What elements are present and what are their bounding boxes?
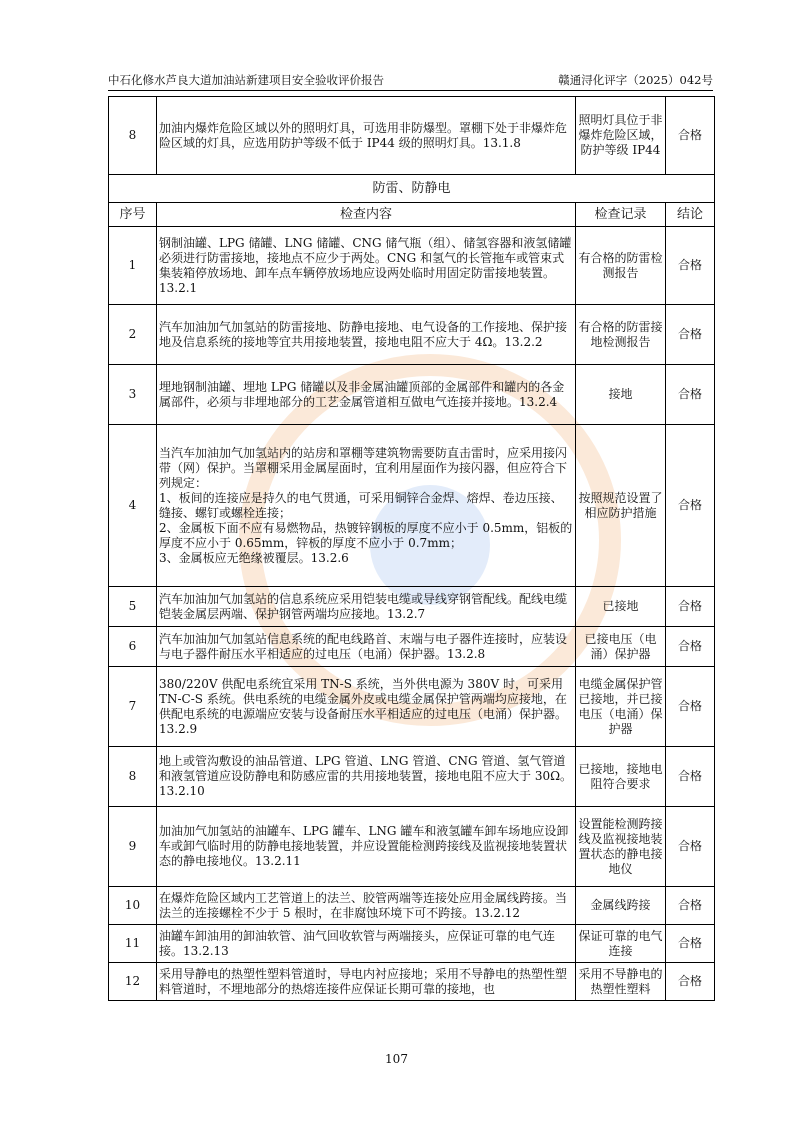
row-number: 5 [109,587,157,627]
row-result: 合格 [666,747,715,807]
row-record: 已接地，接地电阻符合要求 [576,747,666,807]
row-record: 金属线跨接 [576,887,666,925]
row-number: 4 [109,425,157,587]
row-content: 采用导静电的热塑性塑料管道时，导电内衬应接地；采用不导静电的热塑性塑料管道时，不埋地部分的热熔连接件应保证长期可靠的接地，也 [157,963,576,1001]
row-record: 有合格的防雷检测报告 [576,227,666,305]
column-header-content: 检查内容 [157,203,576,227]
row-record: 按照规范设置了相应防护措施 [576,425,666,587]
row-result: 合格 [666,425,715,587]
table-row [109,925,715,963]
row-number: 6 [109,627,157,667]
row-record: 设置能检测跨接线及监视接地装置状态的静电接地仪 [576,807,666,887]
row-result: 合格 [666,627,715,667]
row-content: 地上或管沟敷设的油品管道、LPG 管道、LNG 管道、CNG 管道、氢气管道和液氢管道应设防静电和防感应雷的共用接地装置，接地电阻不应大于 30Ω。13.2.10 [157,747,576,807]
table-row [109,365,715,425]
table-row [109,667,715,747]
row-result: 合格 [666,667,715,747]
row-content: 油罐车卸油用的卸油软管、油气回收软管与两端接头，应保证可靠的电气连接。13.2.13 [157,925,576,963]
table-row [109,97,715,175]
section-title: 防雷、防静电 [109,175,715,203]
row-result: 合格 [666,305,715,365]
row-record: 保证可靠的电气连接 [576,925,666,963]
row-result: 合格 [666,227,715,305]
row-result: 合格 [666,963,715,1001]
row-record: 接地 [576,365,666,425]
row-number: 8 [109,747,157,807]
row-number: 2 [109,305,157,365]
row-content: 加油内爆炸危险区域以外的照明灯具，可选用非防爆型。罩棚下处于非爆炸危险区域的灯具，应选用防护等级不低于 IP44 级的照明灯具。13.1.8 [157,97,576,175]
header-title: 中石化修水芦良大道加油站新建项目安全验收评价报告 [108,73,384,87]
row-number: 10 [109,887,157,925]
row-result: 合格 [666,887,715,925]
section-row [109,175,715,203]
table-row [109,627,715,667]
row-content: 埋地钢制油罐、埋地 LPG 储罐以及非金属油罐顶部的金属部件和罐内的各金属部件，必须与非埋地部分的工艺金属管道相互做电气连接并接地。13.2.4 [157,365,576,425]
row-number: 8 [109,97,157,175]
page-header [108,70,713,88]
row-number: 11 [109,925,157,963]
row-record: 已接地 [576,587,666,627]
row-result: 合格 [666,587,715,627]
column-header-number: 序号 [109,203,157,227]
table-row [109,227,715,305]
row-content: 汽车加油加气加氢站的防雷接地、防静电接地、电气设备的工作接地、保护接地及信息系统的接地等宜共用接地装置，接地电阻不应大于 4Ω。13.2.2 [157,305,576,365]
row-record: 已接电压（电涌）保护器 [576,627,666,667]
table-row [109,747,715,807]
row-result: 合格 [666,365,715,425]
column-header-row [109,203,715,227]
row-number: 3 [109,365,157,425]
row-content: 在爆炸危险区域内工艺管道上的法兰、胶管两端等连接处应用金属线跨接。当法兰的连接螺栓不少于 5 根时，在非腐蚀环境下可不跨接。13.2.12 [157,887,576,925]
header-report-number: 赣通浔化评字（2025）042号 [558,73,713,87]
table-body [109,227,715,1001]
column-header-record: 检查记录 [576,203,666,227]
row-record: 采用不导静电的热塑性塑料 [576,963,666,1001]
table-row [109,887,715,925]
row-number: 9 [109,807,157,887]
row-number: 12 [109,963,157,1001]
row-result: 合格 [666,807,715,887]
row-record: 照明灯具位于非爆炸危险区域，防护等级 IP44 [576,97,666,175]
row-content: 加油加气加氢站的油罐车、LPG 罐车、LNG 罐车和液氢罐车卸车场地应设卸车或卸气临时用的防静电接地装置，并应设置能检测跨接线及监视接地装置状态的静电接地仪。13.2.11 [157,807,576,887]
row-record: 电缆金属保护管已接地，并已接电压（电涌）保护器 [576,667,666,747]
row-content: 钢制油罐、LPG 储罐、LNG 储罐、CNG 储气瓶（组）、储氢容器和液氢储罐必须进行防雷接地，接地点不应少于两处。CNG 和氢气的长管拖车或管束式集装箱停放场地、卸车点车辆停放场地应设两处临时用固定防雷接地装置。13.2.1 [157,227,576,305]
table-row [109,305,715,365]
table-row [109,587,715,627]
row-record: 有合格的防雷接地检测报告 [576,305,666,365]
table-row [109,963,715,1001]
row-number: 7 [109,667,157,747]
header-rule [108,90,713,91]
row-content: 汽车加油加气加氢站信息系统的配电线路首、末端与电子器件连接时，应装设与电子器件耐压水平相适应的过电压（电涌）保护器。13.2.8 [157,627,576,667]
inspection-table [108,96,715,1001]
table-row [109,807,715,887]
row-content: 汽车加油加气加氢站的信息系统应采用铠装电缆或导线穿钢管配线。配线电缆铠装金属层两端、保护钢管两端均应接地。13.2.7 [157,587,576,627]
row-result: 合格 [666,97,715,175]
row-result: 合格 [666,925,715,963]
row-content: 当汽车加油加气加氢站内的站房和罩棚等建筑物需要防直击雷时，应采用接闪带（网）保护。当罩棚采用金属屋面时，宜利用屋面作为接闪器，但应符合下列规定： 1、板间的连接应是持久的电气贯通，可采用铜锌合金焊、熔焊、卷边压接、缝接、螺钉或螺栓连接； 2、金属板下面不应有易燃物品，热镀锌钢板的厚度不应小于 0.5mm，铝板的厚度不应小于 0.65mm，锌板的厚度不应小于 0.7mm； 3、金属板应无绝缘被覆层。13.2.6 [157,425,576,587]
row-number: 1 [109,227,157,305]
page-number: 107 [385,1052,408,1066]
row-content: 380/220V 供配电系统宜采用 TN-S 系统，当外供电源为 380V 时，可采用 TN-C-S 系统。供电系统的电缆金属外皮或电缆金属保护管两端均应接地，在供配电系统的电源端应安装与设备耐压水平相适应的过电压（电涌）保护器。13.2.9 [157,667,576,747]
column-header-result: 结论 [666,203,715,227]
table-row [109,425,715,587]
